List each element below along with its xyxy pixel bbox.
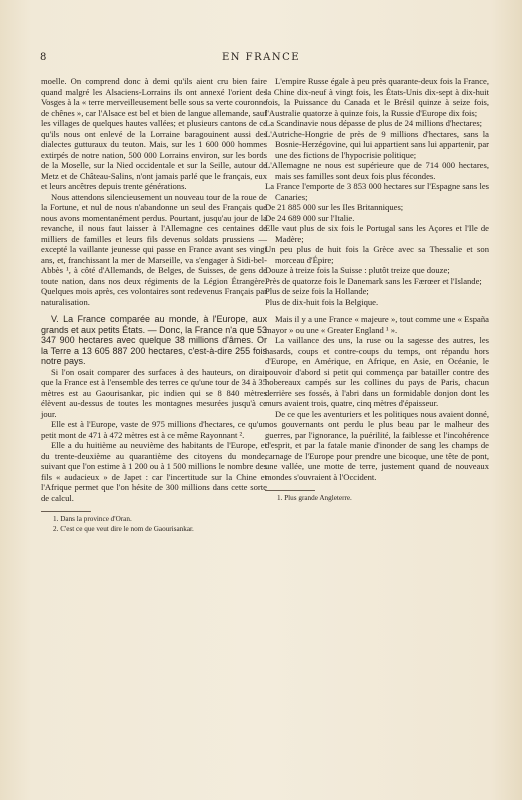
paragraph: Plus de seize fois la Hollande; — [265, 286, 369, 296]
paragraph: La vaillance des uns, la ruse ou la sagesse des autres, les hasards, coups et contre-coups du temps, ont répandu hors d'Europe, en Amérique, en Afrique, en Asie, en Océanie, le pouvoir d'abord si petit qui commença par batailler contre des hobereaux campés sur les collines du pays de Paris, chacun derrière ses fossés, à l'abri dans un formidable donjon dont les murs avaient trois, quatre, cinq mètres d'épaisseur. — [265, 335, 489, 408]
right-text-column — [265, 76, 489, 504]
paragraph: Elle est à l'Europe, vaste de 975 millions d'hectares, ce qu'un petit mont de 471 à 472 mètres est à ce même Rayonnant ². — [41, 419, 267, 440]
page-number: 8 — [40, 52, 48, 63]
paragraph: Douze à treize fois la Suisse : plutôt treize que douze; — [265, 265, 450, 275]
paragraph: La France l'emporte de 3 853 000 hectares sur l'Espagne sans les Canaries; — [265, 181, 489, 202]
paragraph: Elle vaut plus de six fois le Portugal sans les Açores et l'Ile de Madère; — [265, 223, 489, 244]
paragraph-gap — [41, 307, 267, 314]
paragraph: L'empire Russe égale à peu près quarante-deux fois la France, la Chine dix-neuf à vingt fois, les États-Unis dix-sept à dix-huit fois, la Puissance du Canada et le Brésil quinze à seize fois, l'Australie quatorze à quinze fois, la Russie d'Europe dix fois; — [265, 76, 489, 118]
paragraph: De 21 885 000 sur les Iles Britanniques; — [265, 202, 404, 212]
paragraph: Un peu plus de huit fois la Grèce avec sa Thessalie et son morceau d'Épire; — [265, 244, 489, 265]
paragraph: Mais il y a une France « majeure », tout comme une « España mayor » ou une « Greater England ¹ ». — [265, 314, 489, 335]
paragraph: De 24 689 000 sur l'Italie. — [265, 212, 355, 223]
paragraph: La Scandinavie nous dépasse de plus de 24 millions d'hectares; — [265, 118, 483, 128]
paragraph: moelle. On comprend donc à demi qu'ils aient cru bien faire quand malgré les Alsaciens-Lorrains ils ont annexé l'orient des Vosges à la « terre merveilleusement belle sous sa verte couronne de chênes », car l'Alsace est bel et bien de langue allemande, sauf les villages de quelques hautes vallées; et plusieurs cantons de ce qu'ils nous ont enlevé de la Lorraine baragouinent aussi des dialectes gutturaux du teuton. Mais, sur les 1 600 000 hommes extirpés de notre nation, 500 000 Lorrains environ, sur les bords de la Moselle, sur la Nied occidentale et sur la Seille, autour de Metz et de Château-Salins, n'ont jamais parlé que le français, eux et leurs ancêtres depuis trente générations. — [41, 76, 267, 191]
paragraph: Elle a du huitième au neuvième des habitants de l'Europe, et du trente-deuxième au quarantième des citoyens du monde, suivant que l'on estime à 1 200 ou à 1 500 millions le nombre des fils « audacieux » de Japet : car l'incertitude sur la Chine et l'Afrique permet que l'on hésite de 300 millions dans cette sorte de calcul. — [41, 440, 267, 503]
footnote: 1. Plus grande Angleterre. — [277, 494, 352, 502]
left-text-column — [41, 76, 267, 534]
footnote-rule — [265, 490, 315, 491]
paragraph: Près de quatorze fois le Danemark sans les Færœer et l'Islande; — [265, 275, 482, 286]
paragraph: L'Allemagne ne nous est supérieure que de 714 000 hectares, mais ses familles sont deux fois plus fécondes. — [265, 160, 489, 181]
footnote-rule — [41, 511, 91, 512]
running-title: EN FRANCE — [221, 52, 301, 63]
paragraph: Plus de dix-huit fois la Belgique. — [265, 296, 379, 307]
footnote: 2. C'est ce que veut dire le nom de Gaourisankar. — [53, 524, 194, 533]
paragraph: De ce que les aventuriers et les politiques nous avaient donné, nos gouvernants ont perdu le plus beau par le malheur des guerres, par l'ignorance, la puérilité, la faiblesse et l'incohérence d'esprit, et par la fatale manie d'inonder de sang les champs de carnage de l'Europe pour prendre une bicoque, une tête de pont, une vallée, une motte de terre, justement quand de nouveaux mondes s'ouvraient à l'Occident. — [265, 408, 489, 482]
section-heading-paragraph: V. La France comparée au monde, à l'Europe, aux grands et aux petits États. — Donc, la France n'a que 53 347 900 hectares avec quelque 38 millions d'âmes. Or la Terre a 13 605 887 200 hectares, c'est-à-dire 255 fois notre pays. — [41, 314, 267, 366]
footnote: 1. Dans la province d'Oran. — [53, 515, 132, 523]
paragraph-gap — [265, 307, 489, 314]
paragraph: Si l'on osait comparer des surfaces à des hauteurs, on dirait que la France est à l'ensemble des terres ce qu'une tour de 34 à 35 mètres est au Gaourisankar, pic indien qui se 8 840 mètres élèvent au-dessus de toutes les montagnes mesurées jusqu'à ce jour. — [41, 366, 267, 419]
paragraph: L'Autriche-Hongrie de près de 9 millions d'hectares, sans la Bosnie-Herzégovine, qui lui appartient sans lui appartenir, par une des fictions de l'hypocrisie politique; — [265, 128, 489, 160]
page-header — [40, 52, 482, 66]
paragraph: Nous attendons silencieusement un nouveau tour de la roue de la Fortune, et nul de nous n'abandonne un seul des Français que nous avons momentanément perdus. Pourtant, jusqu'au jour de la revanche, il nous faut laisser à l'Allemagne ces centaines de milliers de familles et leurs fils devenus soldats prussiens — excepté la vaillante jeunesse qui passe en France avant ses vingt ans, et, franchissant la mer de Marseille, va s'engager à Sidi-bel-Abbès ¹, à côté d'Allemands, de Belges, de Suisses, de gens de toute nation, dans nos deux régiments de la Légion Étrangère. Quelques mois après, ces volontaires sont redevenus Français par naturalisation. — [41, 191, 267, 307]
